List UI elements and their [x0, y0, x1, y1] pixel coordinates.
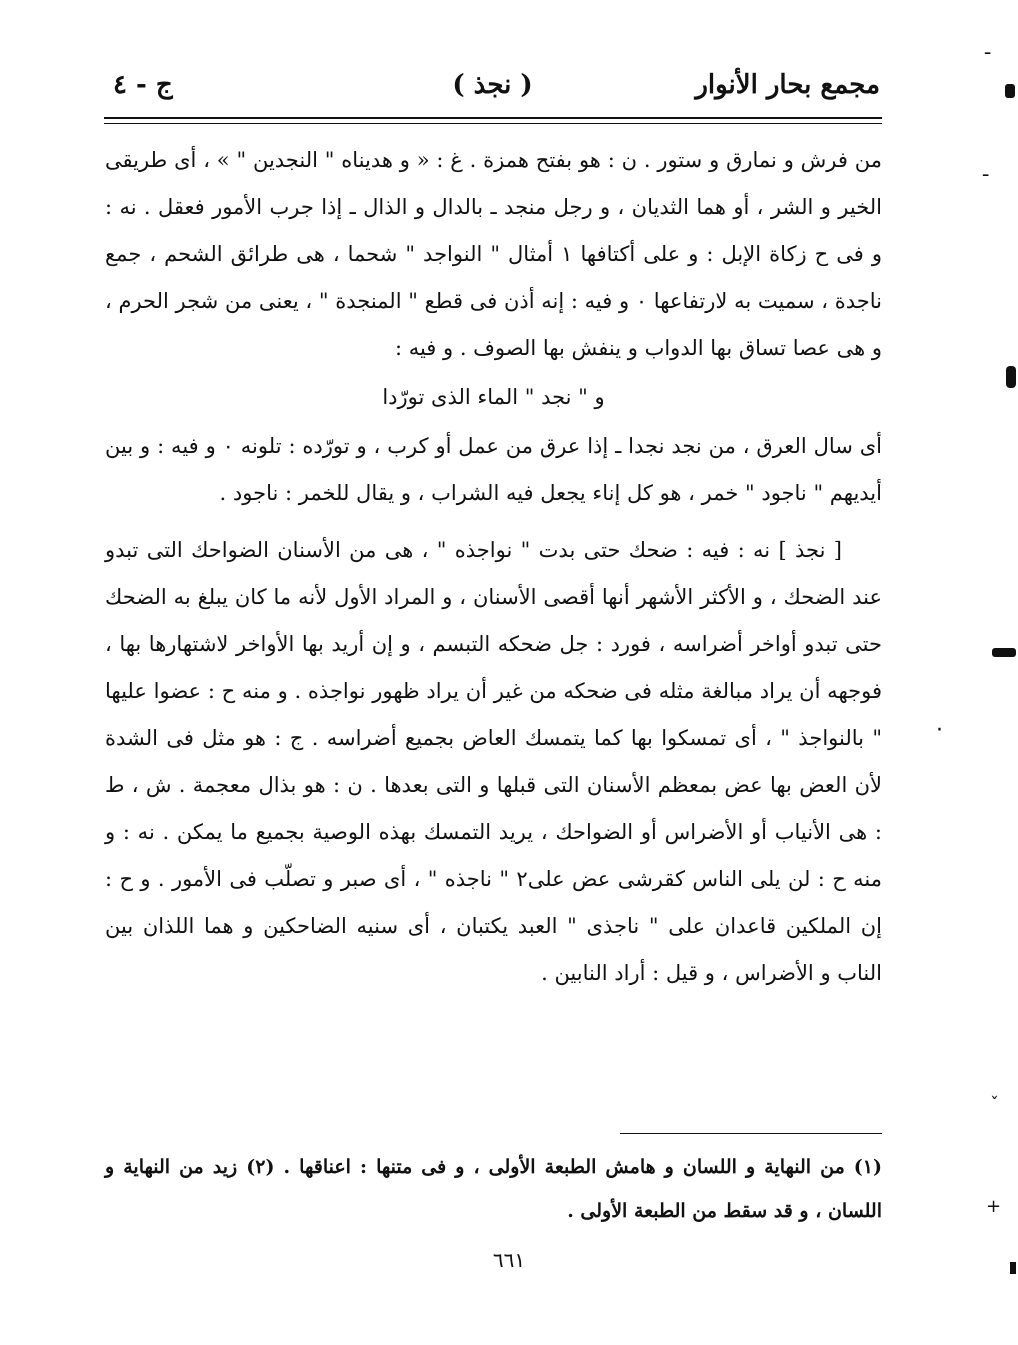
entry-heading: ( نجذ ) [452, 70, 533, 100]
header-rule [104, 117, 882, 119]
margin-mark: ـ [983, 160, 989, 181]
footnote-text: (١) من النهاية و اللسان و هامش الطبعة الأولى ، و فى متنها : اعناقها . (٢) زيد من النهاية و اللسان ، و قد سقط من الطبعة الأولى . [105, 1156, 882, 1222]
margin-blot [1005, 84, 1015, 98]
margin-blot [992, 648, 1016, 657]
margin-blot [1010, 1262, 1016, 1274]
verse-line: و " نجد " الماء الذى تورّدا [382, 385, 605, 409]
footnotes [105, 1145, 882, 1233]
footnote-rule [620, 1133, 882, 1134]
page-number: ٦٦١ [492, 1248, 526, 1272]
book-title: مجمع بحار الأنوار [695, 70, 880, 100]
paragraph-3: [ نجذ ] نه : فيه : ضحك حتى بدت " نواجذه " ، هى من الأسنان الضواحك التى تبدو عند الضحك ، و الأكثر الأشهر أنها أقصى الأسنان ، و المراد الأول لأنه ما كان يبلغ به الضحك حتى تبدو أواخر أضراسه ، فورد : جل ضحكه التبسم ، و إن أريد بها الأواخر لاشتهارها بها ، فوجهه أن يراد مبالغة مثله فى ضحكه من غير أن يراد ظهور نواجذه . و منه ح : عضوا عليها " بالنواجذ " ، أى تمسكوا بها كما يتمسك العاض بجميع أضراسه . ج : هو مثل فى الشدة لأن العض بها عض بمعظم الأسنان التى قبلها و التى بعدها . ن : هو بذال معجمة . ش ، ط : هى الأنياب أو الأضراس أو الضواحك ، يريد التمسك بهذه الوصية بجميع ما يمكن . نه : و منه ح : لن يلى الناس كقرشى عض على٢ " ناجذه " ، أى صبر و تصلّب فى الأمور . و ح : إن الملكين قاعدان على " ناجذى " العبد يكتبان ، أى سنيه الضاحكين و هما اللذان بين الناب و الأضراس ، و قيل : أراد النابين . [105, 538, 883, 985]
margin-mark: ـ [985, 38, 991, 59]
running-header [105, 62, 880, 110]
margin-blot [1006, 366, 1016, 388]
margin-mark: + [986, 1196, 1002, 1217]
paragraph-2: أى سال العرق ، من نجد نجدا ـ إذا عرق من عمل أو كرب ، و تورّده : تلونه ٠ و فيه : و بين أيديهم " ناجود " خمر ، هو كل إناء يجعل فيه الشراب ، و يقال للخمر : ناجود . [105, 434, 882, 505]
header-rule-thin [104, 123, 882, 124]
margin-mark: ˇ [990, 1094, 999, 1115]
volume-number: ج - ٤ [113, 70, 173, 100]
margin-dot: · [936, 718, 943, 743]
paragraph-1: من فرش و نمارق و ستور . ن : هو بفتح همزة . غ : « و هديناه " النجدين " » ، أى طريقى الخير و الشر ، أو هما الثديان ، و رجل منجد ـ بالدال و الذال ـ إذا جرب الأمور فعقل . نه : و فى ح زكاة الإبل : و على أكتافها ١ أمثال " النواجد " شحما ، هى طرائق الشحم ، جمع ناجدة ، سميت به لارتفاعها ٠ و فيه : إنه أذن فى قطع " المنجدة " ، يعنى من شجر الحرم ، و هى عصا تساق بها الدواب و ينفش بها الصوف . و فيه : [105, 148, 882, 360]
main-text [105, 137, 882, 997]
